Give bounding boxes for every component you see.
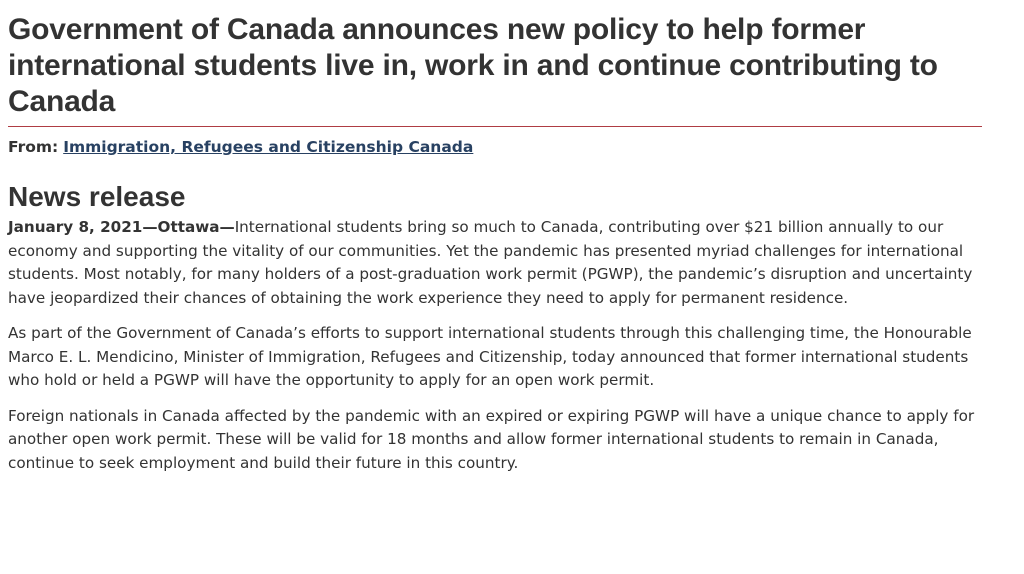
paragraph-3: Foreign nationals in Canada affected by the pandemic with an expired or expiring PGWP will have a unique chance to apply for another open work permit. These will be valid for 18 months and allow former international students to remain in Canada, continue to seek employment and build their future in this country. — [8, 406, 975, 472]
department-link[interactable]: Immigration, Refugees and Citizenship Canada — [63, 138, 474, 156]
paragraph-1 — [8, 216, 993, 310]
page-title: Government of Canada announces new policy to help former international students live in, work in and continue contributing to Canada — [8, 13, 938, 118]
paragraph-2: As part of the Government of Canada’s efforts to support international students through this challenging time, the Honourable Marco E. L. Mendicino, Minister of Immigration, Refugees and Citizenship, today announced that former international students who hold or held a PGWP will have the opportunity to apply for an open work permit. — [8, 324, 972, 389]
section-heading: News release — [8, 181, 186, 212]
paragraph-1-text: International students bring so much to Canada, contributing over $21 billion annually to our economy and supporting the vitality of our communities. Yet the pandemic has presented myriad challenges for international students. Most notably, for many holders of a post-graduation work permit (PGWP), the pandemic’s disruption and uncertainty have jeopardized their chances of obtaining the work experience they need to apply for permanent residence. — [8, 218, 973, 307]
title-divider — [8, 126, 982, 127]
from-line — [8, 136, 1004, 158]
from-label: From: — [8, 138, 59, 156]
dateline: January 8, 2021—Ottawa— — [8, 218, 235, 236]
